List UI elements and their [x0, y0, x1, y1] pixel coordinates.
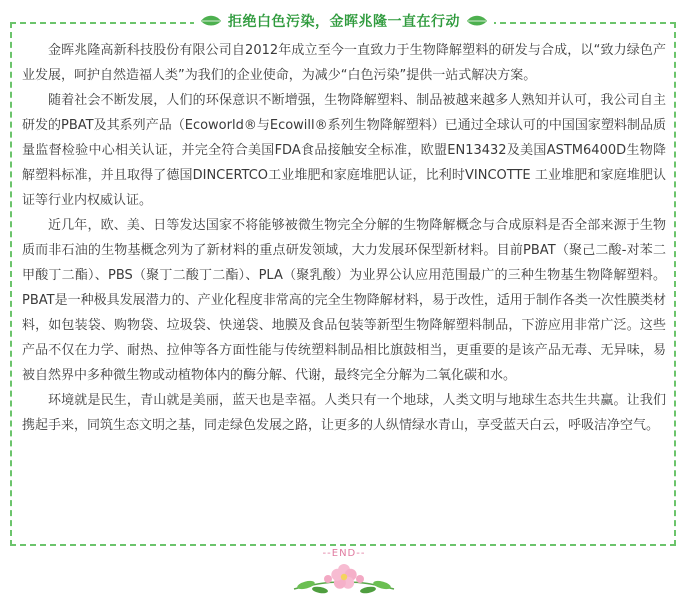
paragraph: 环境就是民生，青山就是美丽，蓝天也是幸福。人类只有一个地球，人类文明与地球生态共生共赢。让我们携起手来，同筑生态文明之基，同走绿色发展之路，让更多的人纵情绿水青山，享受蓝天白云，呼吸洁净空气。	[22, 393, 666, 433]
header-banner	[194, 11, 494, 31]
paragraph: 金晖兆隆高新科技股份有限公司自2012年成立至今一直致力于生物降解塑料的研发与合成，以“致力绿色产业发展，呵护自然造福人类”为我们的企业使命，为减少“白色污染”提供一站式解决方案。	[22, 43, 666, 83]
end-footer	[0, 548, 688, 597]
end-label: --END--	[322, 548, 366, 559]
leaf-icon	[200, 15, 222, 27]
paragraph: 随着社会不断发展，人们的环保意识不断增强，生物降解塑料、制品被越来越多人熟知并认可，我公司自主研发的PBAT及其系列产品（Ecoworld®与Ecowill®系列生物降解塑料）已通过全球认可的中国国家塑料制品质量监督检验中心相关认证，并完全符合美国FDA食品接触安全标准，欧盟EN13432及美国ASTM6400D生物降解塑料标准，并且取得了德国DINCERTCO工业堆肥和家庭堆肥认证，比利时VINCOTTE 工业堆肥和家庭堆肥认证等行业内权威认证。	[22, 93, 666, 208]
paragraph: 近几年，欧、美、日等发达国家不将能够被微生物完全分解的生物降解概念与合成原料是否全部来源于生物质而非石油的生物基概念列为了新材料的重点研发领域，大力发展环保型新材料。目前PBAT（聚己二酸-对苯二甲酸丁二酯）、PBS（聚丁二酸丁二酯）、PLA（聚乳酸）为业界公认应用范围最广的三种生物基生物降解塑料。PBAT是一种极具发展潜力的、产业化程度非常高的完全生物降解材料，易于改性，适用于制作各类一次性膜类材料，如包装袋、购物袋、垃圾袋、快递袋、地膜及食品包装等新型生物降解塑料制品，下游应用非常广泛。这些产品不仅在力学、耐热、拉伸等各方面性能与传统塑料制品相比旗鼓相当，更重要的是该产品无毒、无异味，易被自然界中多种微生物或动植物体内的酶分解、代谢，最终完全分解为二氧化碳和水。	[22, 218, 666, 383]
article-body	[22, 38, 666, 438]
banner-title: 拒绝白色污染，金晖兆隆一直在行动	[228, 14, 460, 30]
leaf-icon	[466, 15, 488, 27]
flower-icon	[284, 561, 404, 597]
